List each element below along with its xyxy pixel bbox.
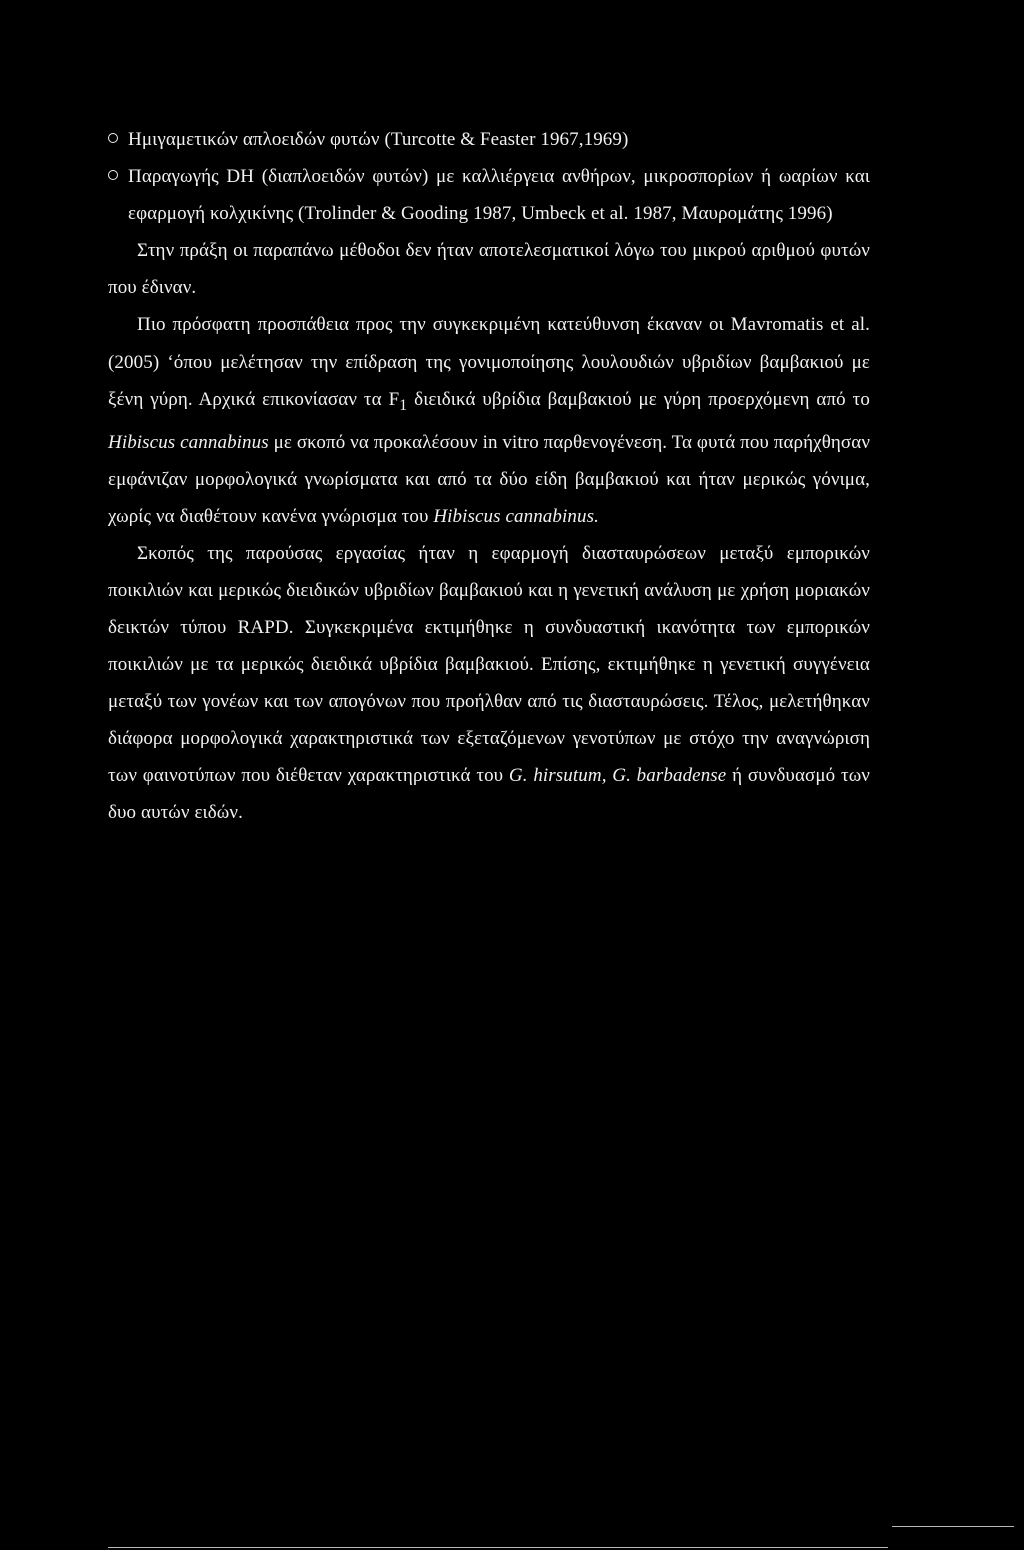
paragraph-recent-attempt: [108, 306, 870, 534]
paragraph-text: Πιο πρόσφατη προσπάθεια προς την συγκεκριμένη κατεύθυνση έκαναν οι Mavromatis et al. (2005) ‘όπου μελέτησαν την επίδραση της γονιμοποίησης λουλουδιών υβριδίων βαμβακιού με ξένη γύρη. Αρχικά επικονίασαν τα F: [108, 314, 870, 410]
f1-subscript: 1: [399, 396, 408, 414]
paragraph-text: Σκοπός της παρούσας εργασίας ήταν η εφαρμογή διασταυρώσεων μεταξύ εμπορικών ποικιλιών και μερικώς διειδικών υβριδίων βαμβακιού και η γενετική ανάλυση με χρήση μοριακών δεικτών τύπου RAPD. Συγκεκριμένα εκτιμήθηκε η συνδυαστική ικανότητα των εμπορικών ποικιλιών με τα μερικώς διειδικά υβρίδια βαμβακιού. Επίσης, εκτιμήθηκε η γενετική συγγένεια μεταξύ των γονέων και των απογόνων που προήλθαν από τις διασταυρώσεις. Τέλος, μελετήθηκαν διάφορα μορφολογικά χαρακτηριστικά των εξεταζόμενων γενοτύπων με στόχο την αναγνώριση των φαινοτύπων που διέθεταν χαρακτηριστικά του: [108, 542, 870, 787]
circle-bullet-icon: [108, 133, 118, 143]
circle-bullet-icon: [108, 170, 118, 180]
bullet-text: Παραγωγής DH (διαπλοειδών φυτών) με καλλιέργεια ανθήρων, μικροσπορίων ή ωαρίων και εφαρμογή κολχικίνης (Trolinder & Gooding 1987, Umbeck et al. 1987, Μαυρομάτης 1996): [128, 166, 870, 225]
footnote-separator-short: [892, 1526, 1014, 1527]
document-body: [108, 121, 870, 832]
species-name-hibiscus: Hibiscus cannabinus: [108, 431, 269, 453]
bullet-item-haploid-plants: [108, 121, 870, 158]
bullet-text: Ημιγαμετικών απλοειδών φυτών (Turcotte & Feaster 1967,1969): [128, 129, 629, 150]
paragraph-text: με σκοπό να προκαλέσουν in vitro παρθενογένεση. Τα φυτά που παρήχθησαν εμφάνιζαν μορφολογικά γνωρίσματα και από τα δύο είδη βαμβακιού και ήταν μερικώς γόνιμα, χωρίς να διαθέτουν κανένα γνώρισμα του: [108, 431, 871, 527]
species-names-gossypium: G. hirsutum, G. barbadense: [508, 765, 727, 787]
paragraph-text: διειδικά υβρίδια βαμβακιού με γύρη προερχόμενη από το: [407, 388, 870, 410]
paragraph-methods-ineffective: Στην πράξη οι παραπάνω μέθοδοι δεν ήταν αποτελεσματικοί λόγω του μικρού αριθμού φυτών που έδιναν.: [108, 240, 870, 299]
bullet-item-dh-production: [108, 158, 870, 232]
footnote-separator-long: [108, 1547, 888, 1548]
paragraph-study-aim: [108, 535, 870, 832]
paragraph-text: ή συνδυασμό των δυο αυτών ειδών.: [108, 765, 870, 824]
species-name-hibiscus: Hibiscus cannabinus.: [433, 505, 599, 527]
